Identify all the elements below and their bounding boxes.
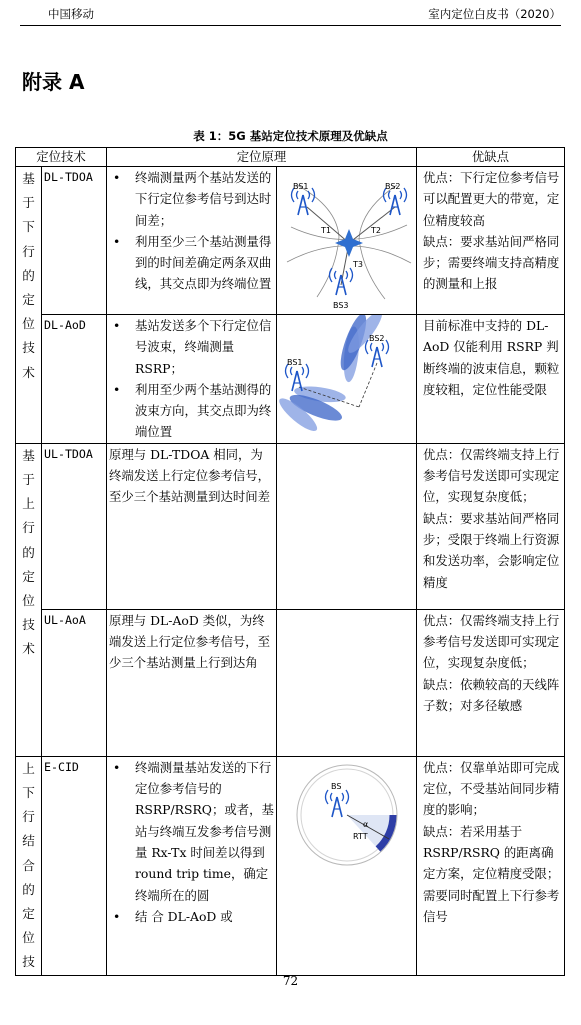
header-divider <box>20 25 561 26</box>
tech-name: DL-AoD <box>42 315 107 444</box>
principle-cell: • 基站发送多个下行定位信号波束，终端测量 RSRP； • 利用至少两个基站测得的波束方向，其交点即为终端位置 <box>107 315 277 444</box>
base-station-icon <box>326 790 349 817</box>
label-t3: T3 <box>353 260 363 269</box>
table-row-dl-tdoa <box>16 167 565 315</box>
label-bs3: BS3 <box>333 301 349 310</box>
appendix-title: 附录 A <box>22 70 85 94</box>
label-t2: T2 <box>371 226 381 235</box>
label-alpha: α <box>363 819 369 829</box>
table-row-ul-aoa <box>16 609 565 756</box>
tech-name: DL-TDOA <box>42 167 107 315</box>
pros-cons-cell: 优点：仅需终端支持上行参考信号发送即可实现定位，实现复杂度低； 缺点：依赖较高的天线阵子数；对多径敏感 <box>417 609 565 756</box>
pros-cons-cell: 优点：仅靠单站即可完成定位，不受基站间同步精度的影响； 缺点：若采用基于 RSRP/RSRQ 的距离确定方案，定位精度受限；需要同时配置上下行参考信号 <box>417 756 565 975</box>
principle-cell: • 终端测量基站发送的下行定位参考信号的 RSRP/RSRQ；或者，基站与终端互发参考信号测量 Rx-Tx 时间差以得到 round trip time，确定终端所在的圆 • 结 合 DL-AoD 或 <box>107 756 277 975</box>
col-header-tech: 定位技术 <box>16 148 107 167</box>
pros-cons-cell: 目前标准中支持的 DL-AoD 仅能利用 RSRP 判断终端的波束信息，颗粒度较粗，定位性能受限 <box>417 315 565 444</box>
aod-figure <box>277 315 417 444</box>
label-bs2: BS2 <box>369 334 385 343</box>
table-caption: 表 1：5G 基站定位技术原理及优缺点 <box>193 129 388 143</box>
category-downlink: 基 于 下 行 的 定 位 技 术 <box>16 167 42 444</box>
tech-name: UL-TDOA <box>42 443 107 609</box>
tech-name: UL-AoA <box>42 609 107 756</box>
positioning-table <box>15 147 565 976</box>
base-station-icon <box>330 268 353 295</box>
label-bs1: BS1 <box>287 358 303 367</box>
empty-figure-cell <box>277 443 417 609</box>
tdoa-figure <box>277 167 417 315</box>
pros-cons-cell: 优点：下行定位参考信号可以配置更大的带宽，定位精度较高 缺点：要求基站间严格同步；需要终端支持高精度的测量和上报 <box>417 167 565 315</box>
table-row-dl-aod <box>16 315 565 444</box>
empty-figure-cell <box>277 609 417 756</box>
ecid-figure <box>277 756 417 975</box>
header-right: 室内定位白皮书（2020） <box>428 7 561 21</box>
page-number: 72 <box>282 974 299 988</box>
label-bs2: BS2 <box>385 182 401 191</box>
col-header-principle: 定位原理 <box>107 148 417 167</box>
terminal-star <box>335 229 363 257</box>
principle-cell: 原理与 DL-TDOA 相同，为终端发送上行定位参考信号，至少三个基站测量到达时间差 <box>107 443 277 609</box>
principle-cell: • 终端测量两个基站发送的下行定位参考信号到达时间差； • 利用至少三个基站测量得到的时间差确定两条双曲线，其交点即为终端位置 <box>107 167 277 315</box>
label-bs1: BS1 <box>293 182 309 191</box>
header-left: 中国移动 <box>48 7 94 21</box>
table-row-ul-tdoa <box>16 443 565 609</box>
tech-name: E-CID <box>42 756 107 975</box>
principle-cell: 原理与 DL-AoD 类似，为终端发送上行定位参考信号，至少三个基站测量上行到达角 <box>107 609 277 756</box>
table-header-row <box>16 148 565 167</box>
table-row-e-cid <box>16 756 565 975</box>
category-uplink: 基 于 上 行 的 定 位 技 术 <box>16 443 42 756</box>
label-rtt: RTT <box>353 831 368 841</box>
label-t1: T1 <box>321 226 331 235</box>
label-bs: BS <box>331 781 342 791</box>
category-combined: 上 下 行 结 合 的 定 位 技 <box>16 756 42 975</box>
col-header-pros-cons: 优缺点 <box>417 148 565 167</box>
pros-cons-cell: 优点：仅需终端支持上行参考信号发送即可实现定位，实现复杂度低； 缺点：要求基站间严格同步；受限于终端上行资源和发送功率，会影响定位精度 <box>417 443 565 609</box>
base-station-icon <box>366 340 389 367</box>
